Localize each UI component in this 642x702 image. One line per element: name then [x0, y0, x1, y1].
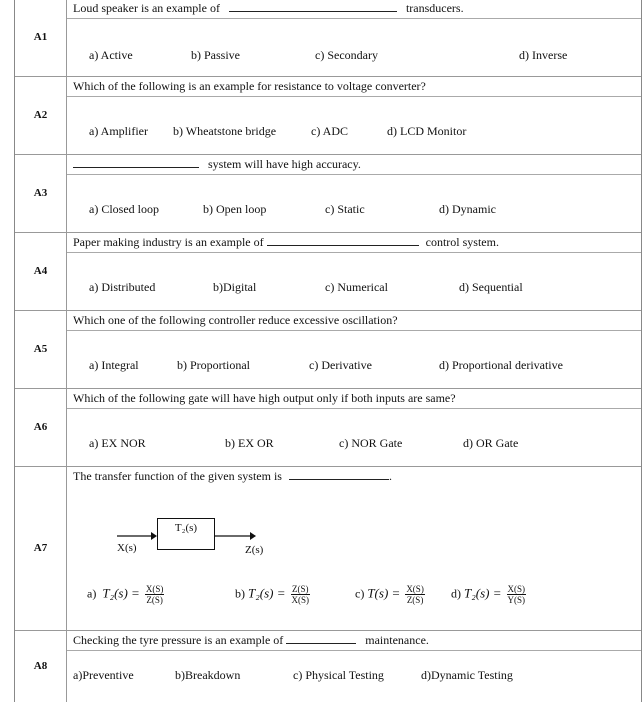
- question-row-a6: [15, 388, 641, 467]
- question-label: A1: [15, 0, 67, 76]
- option-prefix: a): [87, 586, 97, 601]
- stem-text-after: transducers.: [405, 1, 464, 15]
- stem-text: The transfer function of the given system is: [73, 469, 282, 483]
- option-c: c) Derivative: [309, 358, 372, 372]
- output-signal-label: Z(s): [245, 544, 264, 556]
- stem-text-after: .: [388, 469, 392, 483]
- question-sheet: [14, 0, 642, 702]
- question-label: A6: [15, 388, 67, 466]
- question-stem: [67, 0, 641, 19]
- option-prefix: d): [451, 586, 461, 601]
- option-a: a) Integral: [89, 358, 139, 372]
- answer-blank: [73, 155, 199, 168]
- fraction: $\frac{X(S)}{Z(S)}$: [406, 584, 424, 605]
- stem-text-after: maintenance.: [365, 633, 429, 647]
- question-stem: Which one of the following controller reduce excessive oscillation?: [67, 310, 641, 331]
- question-label: A8: [15, 630, 67, 702]
- option-c: c) Static: [325, 202, 365, 216]
- question-row-a4: [15, 232, 641, 311]
- stem-text: Loud speaker is an example of: [73, 1, 220, 15]
- stem-text-after: system will have high accuracy.: [208, 157, 361, 171]
- option-a: a) Active: [89, 48, 133, 62]
- option-b: b)Breakdown: [175, 668, 241, 682]
- question-body: [67, 466, 641, 630]
- question-label: A3: [15, 154, 67, 232]
- question-stem: [67, 630, 641, 651]
- option-b: b) Proportional: [177, 358, 250, 372]
- answer-blank: [267, 233, 419, 246]
- question-body: [67, 630, 641, 702]
- option-d: d)Dynamic Testing: [421, 668, 513, 682]
- option-d: [451, 584, 528, 605]
- question-label: A5: [15, 310, 67, 388]
- option-c: [355, 584, 427, 605]
- fraction: $\frac{Z(S)}{X(S)}$: [291, 584, 309, 605]
- option-c: c) NOR Gate: [339, 436, 403, 450]
- option-c: c) Numerical: [325, 280, 388, 294]
- option-d: d) LCD Monitor: [387, 124, 467, 138]
- stem-text-after: control system.: [425, 235, 499, 249]
- question-body: [67, 310, 641, 388]
- option-d: d) OR Gate: [463, 436, 519, 450]
- input-signal-label: X(s): [117, 542, 137, 554]
- question-stem: [67, 154, 641, 175]
- stem-text: Checking the tyre pressure is an example of: [73, 633, 284, 647]
- option-b: [235, 584, 312, 605]
- answer-blank: [286, 631, 356, 644]
- option-prefix: c): [355, 586, 365, 601]
- option-b: b) Passive: [191, 48, 240, 62]
- option-b: b) Wheatstone bridge: [173, 124, 277, 138]
- option-c: c) Physical Testing: [293, 668, 384, 682]
- option-a: [87, 584, 166, 605]
- option-c: c) Secondary: [315, 48, 378, 62]
- option-c: c) ADC: [311, 124, 348, 138]
- option-a: a) Amplifier: [89, 124, 148, 138]
- question-row-a7: [15, 466, 641, 631]
- question-body: [67, 154, 641, 232]
- option-d: d) Proportional derivative: [439, 358, 563, 372]
- question-body: [67, 76, 641, 154]
- option-a: a) EX NOR: [89, 436, 146, 450]
- option-b: b) EX OR: [225, 436, 274, 450]
- question-body: [67, 0, 641, 76]
- option-a: a) Distributed: [89, 280, 156, 294]
- option-b: b)Digital: [213, 280, 257, 294]
- block-label: T₂(s): [174, 522, 198, 534]
- equation-lhs: T₂(s) =: [248, 585, 286, 601]
- question-stem: Which of the following is an example for resistance to voltage converter?: [67, 76, 641, 97]
- equation-lhs: T₂(s) =: [102, 585, 140, 601]
- option-a: a)Preventive: [73, 668, 134, 682]
- fraction: $\frac{X(S)}{Y(S)}$: [507, 584, 525, 605]
- option-b: b) Open loop: [203, 202, 267, 216]
- option-prefix: b): [235, 586, 245, 601]
- transfer-function-block: [157, 518, 215, 550]
- question-row-a8: [15, 630, 641, 702]
- question-label: A4: [15, 232, 67, 310]
- option-d: d) Dynamic: [439, 202, 496, 216]
- question-label: A2: [15, 76, 67, 154]
- fraction: $\frac{X(S)}{Z(S)}$: [145, 584, 164, 605]
- option-d: d) Sequential: [459, 280, 523, 294]
- question-row-a2: [15, 76, 641, 155]
- equation-lhs: T(s) =: [367, 585, 401, 601]
- option-a: a) Closed loop: [89, 202, 159, 216]
- block-diagram: [117, 518, 317, 566]
- question-stem: [67, 466, 641, 486]
- question-body: [67, 388, 641, 466]
- question-stem: Which of the following gate will have high output only if both inputs are same?: [67, 388, 641, 409]
- question-stem: [67, 232, 641, 253]
- equation-lhs: T₂(s) =: [464, 585, 502, 601]
- answer-blank: [229, 0, 397, 12]
- stem-text: Paper making industry is an example of: [73, 235, 264, 249]
- question-row-a1: [15, 0, 641, 77]
- option-d: d) Inverse: [519, 48, 568, 62]
- question-row-a3: [15, 154, 641, 233]
- question-row-a5: [15, 310, 641, 389]
- question-body: [67, 232, 641, 310]
- answer-blank: [289, 467, 389, 480]
- question-label: A7: [15, 466, 67, 630]
- output-arrow: [214, 530, 256, 542]
- input-arrow: [117, 530, 157, 542]
